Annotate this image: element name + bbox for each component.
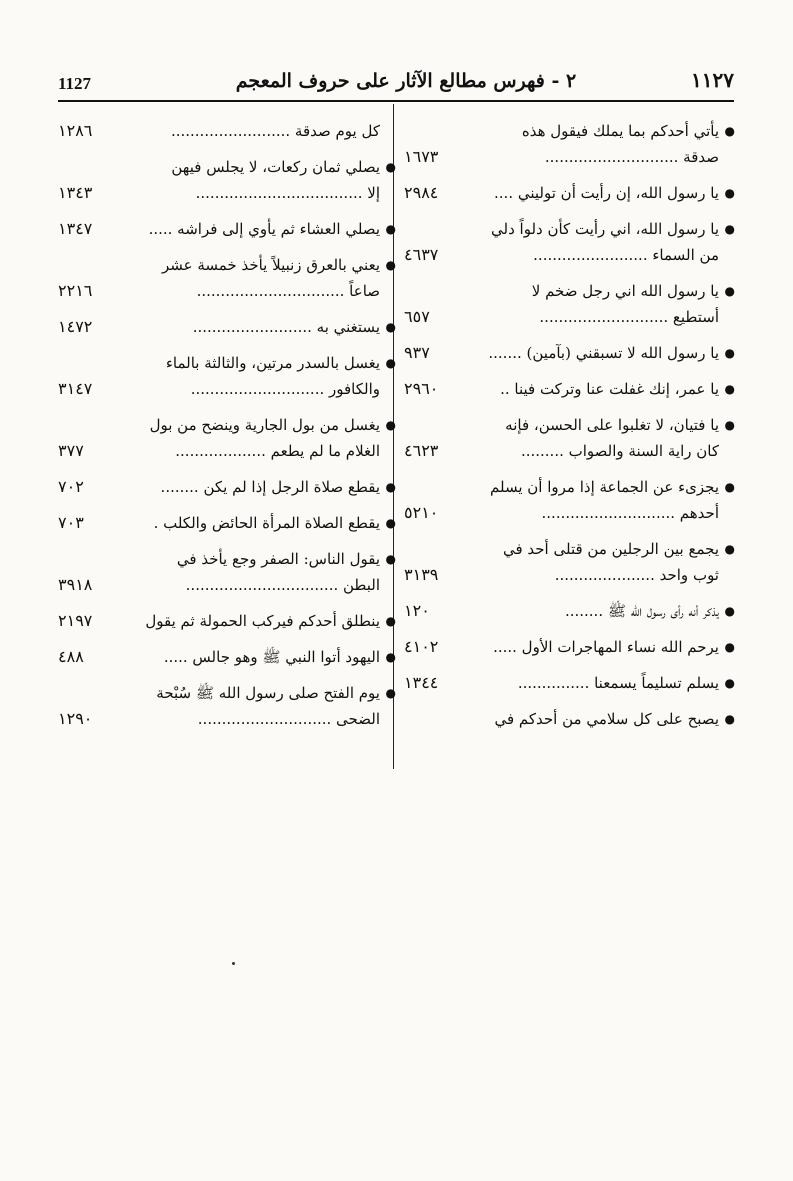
hadith-number: ٣٩١٨ <box>58 575 93 594</box>
index-entry <box>404 278 735 330</box>
entry-text-line: يذكر أنه رأى رسول الله ﷺ ........ <box>564 602 719 620</box>
index-entry <box>404 474 735 526</box>
entry-text-line: يغسل بالسدر مرتين، والثالثة بالماء <box>165 354 380 372</box>
index-entry <box>404 634 735 660</box>
bullet-icon: ● <box>385 516 396 530</box>
hadith-number: ٣٧٧ <box>58 441 84 460</box>
page-speck <box>232 962 235 965</box>
entry-text-line: يقطع صلاة الرجل إذا لم يكن ........ <box>160 478 380 496</box>
entry-text-line: كل يوم صدقة ......................... <box>170 122 380 140</box>
entry-text-line: يا عمر، إنك غفلت عنا وتركت فينا .. <box>500 380 719 398</box>
entry-text-line: يا فتيان، لا تغلبوا على الحسن، فإنه <box>505 416 719 434</box>
index-entry <box>58 510 396 536</box>
index-entry <box>58 644 396 670</box>
index-entry <box>404 706 735 732</box>
entry-text-line: يصلي العشاء ثم يأوي إلى فراشه ..... <box>148 220 380 238</box>
entry-text-line: أستطيع ........................... <box>539 308 719 326</box>
hadith-number: ١٣٤٣ <box>58 183 93 202</box>
bullet-icon: ● <box>724 222 735 236</box>
hadith-number: ٩٣٧ <box>404 343 430 362</box>
entry-text-line: يجمع بين الرجلين من قتلى أحد في <box>502 540 719 558</box>
bullet-icon: ● <box>385 686 396 700</box>
entry-text-line: يقول الناس: الصفر وجع يأخذ في <box>176 550 380 568</box>
header-rule <box>58 100 734 102</box>
entry-text-line: يصلي ثمان ركعات، لا يجلس فيهن <box>171 158 380 176</box>
index-entry <box>404 376 735 402</box>
hadith-number: ٤٦٢٣ <box>404 441 439 460</box>
entry-text-line: اليهود أتوا النبي ﷺ وهو جالس ..... <box>163 648 380 666</box>
entry-text-line: يقطع الصلاة المرأة الحائض والكلب . <box>153 514 380 532</box>
entry-text-line: كان راية السنة والصواب ......... <box>520 442 719 460</box>
index-entry <box>58 350 396 402</box>
entry-text-line: ينطلق أحدكم فيركب الحمولة ثم يقول <box>145 612 380 630</box>
entry-text-line: ثوب واحد ..................... <box>554 566 719 584</box>
entry-text-line: يا رسول الله، اني رأيت كأن دلواً دلي <box>491 220 719 238</box>
hadith-number: ٥٢١٠ <box>404 503 439 522</box>
hadith-number: ١٢٩٠ <box>58 709 93 728</box>
bullet-icon: ● <box>385 160 396 174</box>
bullet-icon: ● <box>724 382 735 396</box>
index-entry <box>58 474 396 500</box>
bullet-icon: ● <box>724 676 735 690</box>
index-entry <box>404 216 735 268</box>
bullet-icon: ● <box>724 712 735 726</box>
hadith-number: ٤١٠٢ <box>404 637 439 656</box>
bullet-icon: ● <box>385 258 396 272</box>
entry-text-line: والكافور ............................ <box>190 380 380 398</box>
bullet-icon: ● <box>724 418 735 432</box>
bullet-icon: ● <box>385 320 396 334</box>
index-entry <box>58 216 396 242</box>
index-entry <box>404 180 735 206</box>
hadith-number: ٣١٣٩ <box>404 565 439 584</box>
entry-text-line: البطن ................................ <box>185 576 380 594</box>
index-entry <box>404 340 735 366</box>
index-entry <box>58 412 396 464</box>
hadith-number: ٢٩٦٠ <box>404 379 439 398</box>
page-header <box>58 62 734 102</box>
hadith-number: ٧٠٣ <box>58 513 84 532</box>
bullet-icon: ● <box>724 542 735 556</box>
bullet-icon: ● <box>385 480 396 494</box>
index-entry <box>58 680 396 732</box>
bullet-icon: ● <box>385 356 396 370</box>
bullet-icon: ● <box>724 186 735 200</box>
bullet-icon: ● <box>724 604 735 618</box>
index-entry <box>58 118 380 144</box>
entry-text-line: يا رسول الله لا تسبقني (بآمين) ....... <box>488 344 719 362</box>
index-entry <box>58 546 396 598</box>
hadith-number: ١٢٨٦ <box>58 121 93 140</box>
hadith-number: ٢٩٨٤ <box>404 183 439 202</box>
entry-text-line: يا رسول الله اني رجل ضخم لا <box>531 282 719 300</box>
hadith-number: ٢١٩٧ <box>58 611 93 630</box>
entry-text-line: إلا ................................... <box>195 184 380 202</box>
bullet-icon: ● <box>385 552 396 566</box>
hadith-number: ٤٨٨ <box>58 647 84 666</box>
index-entry <box>58 608 396 634</box>
bullet-icon: ● <box>385 614 396 628</box>
index-entry <box>404 598 735 624</box>
hadith-number: ٧٠٢ <box>58 477 84 496</box>
entry-text-line: الضحى ............................ <box>197 710 380 728</box>
hadith-number: ١٤٧٢ <box>58 317 93 336</box>
index-entry <box>58 314 396 340</box>
entry-text-line: يأتي أحدكم بما يملك فيقول هذه <box>521 122 719 140</box>
entry-text-line: يستغني به ......................... <box>192 318 380 336</box>
bullet-icon: ● <box>724 640 735 654</box>
entry-text-line: يوم الفتح صلى رسول الله ﷺ سُبْحة <box>156 684 380 702</box>
right-column <box>404 118 735 742</box>
bullet-icon: ● <box>724 346 735 360</box>
entry-text-line: يصبح على كل سلامي من أحدكم في <box>494 710 719 728</box>
index-entry <box>404 536 735 588</box>
bullet-icon: ● <box>385 650 396 664</box>
hadith-number: ٦٥٧ <box>404 307 430 326</box>
page-number-arabic: ١١٢٧ <box>691 68 734 92</box>
entry-text-line: يرحم الله نساء المهاجرات الأول ..... <box>493 638 719 656</box>
hadith-number: ٢٢١٦ <box>58 281 93 300</box>
bullet-icon: ● <box>385 418 396 432</box>
bullet-icon: ● <box>385 222 396 236</box>
hadith-number: ١٣٤٧ <box>58 219 93 238</box>
entry-text-line: الغلام ما لم يطعم ................... <box>175 442 380 460</box>
bullet-icon: ● <box>724 284 735 298</box>
entry-text-line: يا رسول الله، إن رأيت أن توليني .... <box>494 184 719 202</box>
hadith-number: ٣١٤٧ <box>58 379 93 398</box>
entry-text-line: يعني بالعرق زنبيلاً يأخذ خمسة عشر <box>161 256 380 274</box>
page-number-latin: 1127 <box>58 74 92 93</box>
entry-text-line: أحدهم ............................ <box>541 504 719 522</box>
entry-text-line: صدقة ............................ <box>544 148 719 166</box>
entry-text-line: صاعاً ............................... <box>196 282 380 300</box>
hadith-number: ٤٦٣٧ <box>404 245 439 264</box>
running-title: ٢ - فهرس مطالع الآثار على حروف المعجم <box>235 70 577 92</box>
index-entry <box>404 670 735 696</box>
left-column <box>58 118 396 742</box>
entry-text-line: يغسل من بول الجارية وينضح من بول <box>149 416 380 434</box>
bullet-icon: ● <box>724 480 735 494</box>
index-entry <box>404 118 735 170</box>
index-entry <box>58 154 396 206</box>
index-entry <box>58 252 396 304</box>
entry-text-line: يسلم تسليماً يسمعنا ............... <box>517 674 719 692</box>
bullet-icon: ● <box>724 124 735 138</box>
hadith-number: ١٣٤٤ <box>404 673 439 692</box>
hadith-number: ١٢٠ <box>404 601 430 620</box>
entry-text-line: من السماء ........................ <box>533 246 719 264</box>
hadith-number: ١٦٧٣ <box>404 147 439 166</box>
index-entry <box>404 412 735 464</box>
entry-text-line: يجزىء عن الجماعة إذا مروا أن يسلم <box>490 478 719 496</box>
